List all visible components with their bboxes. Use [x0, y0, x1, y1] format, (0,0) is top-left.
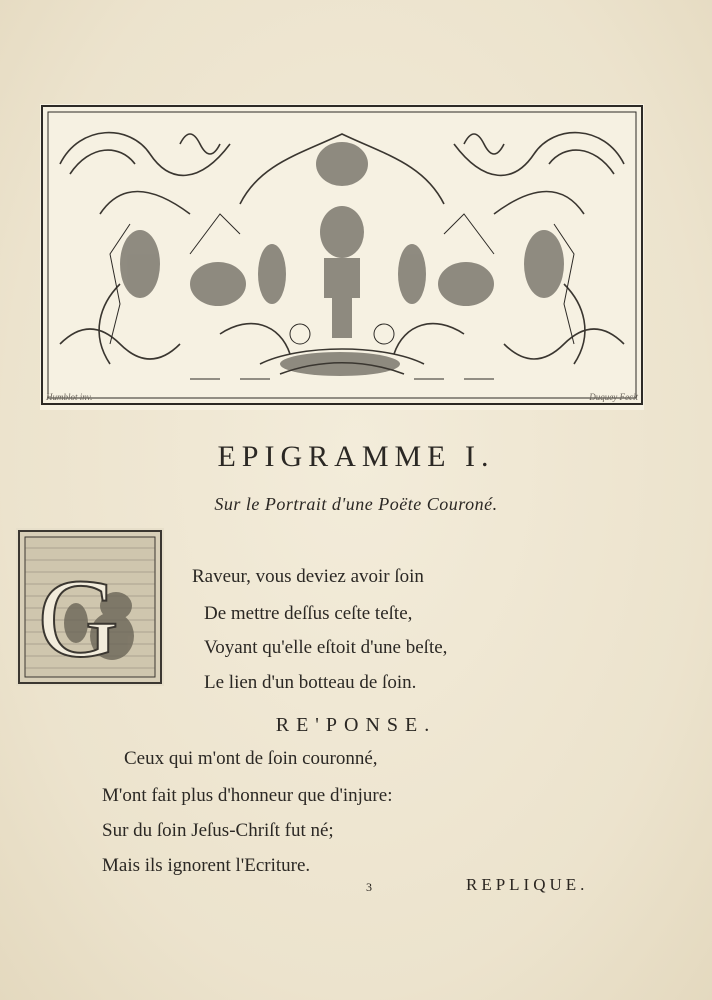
reponse-line: M'ont fait plus d'honneur que d'injure:	[102, 785, 393, 806]
epigram-line: De mettre deſſus ceſte teſte,	[204, 603, 413, 624]
grotesque-ornament-icon	[40, 104, 644, 410]
decorated-initial-icon	[16, 528, 164, 686]
reponse-line: Ceux qui m'ont de ſoin couronné,	[124, 748, 378, 769]
page-subtitle: Sur le Portrait d'une Poëte Couroné.	[214, 494, 498, 514]
epigram-line: Voyant qu'elle eſtoit d'une beſte,	[204, 637, 448, 658]
reponse-line: Mais ils ignorent l'Ecriture.	[102, 855, 311, 876]
signature-mark: 3	[366, 880, 372, 894]
ornamental-engraving-headpiece	[40, 104, 644, 410]
reponse-line: Sur du ſoin Jeſus-Chriſt fut né;	[102, 820, 334, 841]
svg-text:G: G	[38, 557, 119, 681]
reponse-heading: RE'PONSE.	[275, 714, 437, 736]
epigram-line: Raveur, vous deviez avoir ſoin	[192, 566, 424, 587]
drop-cap-illustration	[16, 528, 164, 686]
page-title: EPIGRAMME I.	[217, 440, 495, 473]
engraver-credit-right: Duquey Fecit	[589, 392, 638, 402]
catchword: REPLIQUE.	[466, 875, 589, 894]
engraver-credit-left: Humblot inv.	[46, 392, 93, 402]
epigram-line: Le lien d'un botteau de ſoin.	[204, 672, 417, 693]
